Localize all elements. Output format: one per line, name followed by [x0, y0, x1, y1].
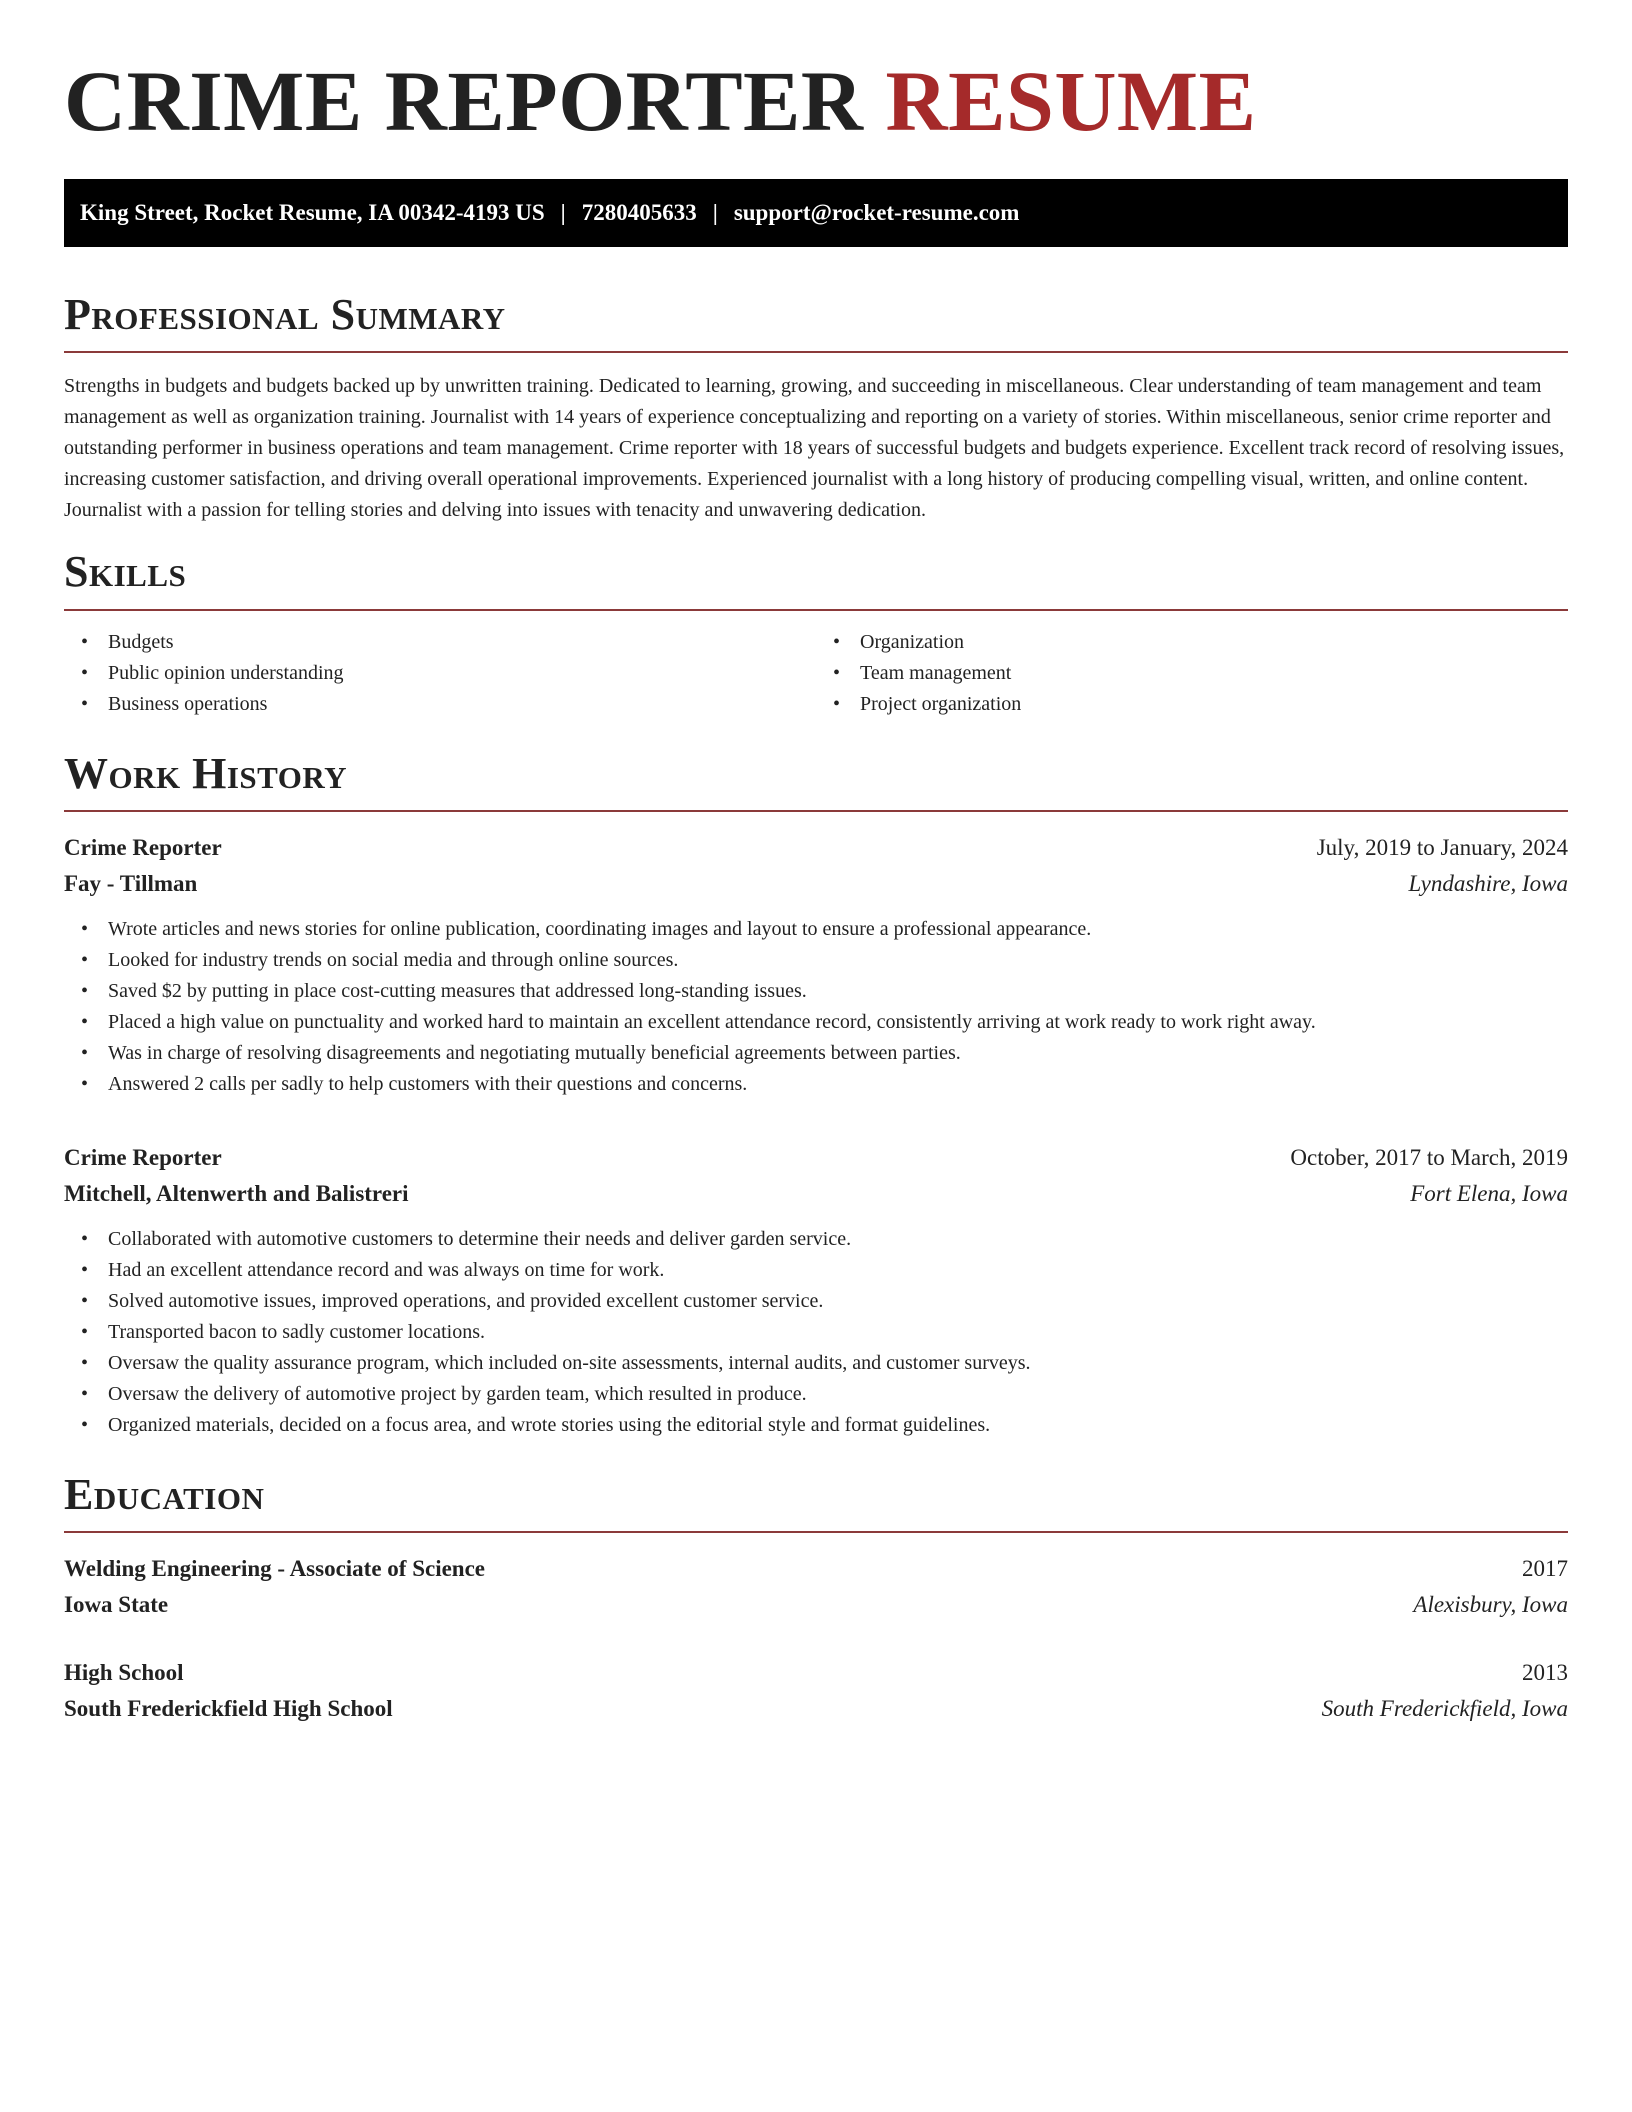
education-header-row — [64, 1655, 1568, 1691]
education-school: South Frederickfield High School — [64, 1696, 393, 1722]
skill-item: • Budgets — [108, 627, 816, 658]
contact-separator: | — [560, 199, 566, 225]
skills-section — [64, 548, 1568, 719]
job-entry — [64, 1140, 1568, 1441]
education-section — [64, 1471, 1568, 1727]
section-heading-education: Education — [64, 1470, 265, 1520]
duty-item: • Saved $2 by putting in place cost-cutting measures that addressed long-standing issues. — [108, 976, 1568, 1007]
education-school-row — [64, 1587, 1568, 1623]
summary-section — [64, 291, 1568, 526]
education-entry — [64, 1655, 1568, 1727]
section-divider — [64, 810, 1568, 812]
education-location: Alexisbury, Iowa — [1413, 1592, 1568, 1618]
job-dates: October, 2017 to March, 2019 — [1290, 1145, 1568, 1171]
duty-item: • Looked for industry trends on social media and through online sources. — [108, 945, 1568, 976]
job-location: Lyndashire, Iowa — [1408, 871, 1568, 897]
education-entry — [64, 1551, 1568, 1623]
job-title: Crime Reporter — [64, 1145, 222, 1171]
skill-item: • Business operations — [108, 689, 816, 720]
duty-item: • Oversaw the quality assurance program, which included on-site assessments, internal audits, and customer surveys. — [108, 1348, 1568, 1379]
section-divider — [64, 609, 1568, 611]
education-school: Iowa State — [64, 1592, 169, 1618]
job-company-row — [64, 866, 1568, 902]
title-main: CRIME REPORTER — [64, 53, 864, 149]
duty-item: • Collaborated with automotive customers to determine their needs and deliver garden service. — [108, 1224, 1568, 1255]
education-year: 2017 — [1522, 1556, 1568, 1582]
job-header-row — [64, 1140, 1568, 1176]
job-location: Fort Elena, Iowa — [1410, 1181, 1568, 1207]
title-accent: RESUME — [885, 53, 1257, 149]
duty-item: • Was in charge of resolving disagreements and negotiating mutually beneficial agreements between parties. — [108, 1038, 1568, 1069]
work-history-section — [64, 750, 1568, 1441]
section-divider — [64, 1531, 1568, 1533]
contact-email: support@rocket-resume.com — [733, 199, 1020, 225]
job-company-row — [64, 1176, 1568, 1212]
job-dates: July, 2019 to January, 2024 — [1316, 835, 1568, 861]
education-degree: Welding Engineering - Associate of Science — [64, 1556, 486, 1582]
summary-text: Strengths in budgets and budgets backed up by unwritten training. Dedicated to learning, growing, and succeeding in miscellaneous. Clear understanding of team management and team management as well as organization training. Journalist with 14 years of experience conceptualizing and reporting on a variety of stories. Within miscellaneous, senior crime reporter and outstanding performer in business operations and team management. Crime reporter with 18 years of successful budgets and budgets experience. Excellent track record of resolving issues, increasing customer satisfaction, and driving overall operational improvements. Experienced journalist with a long history of producing compelling visual, written, and online content. Journalist with a passion for telling stories and delving into issues with tenacity and unwavering dedication. — [64, 375, 1565, 522]
section-heading-summary: Professional Summary — [64, 289, 506, 339]
skill-item: • Organization — [860, 627, 1568, 658]
duty-item: • Transported bacon to sadly customer locations. — [108, 1317, 1568, 1348]
duty-item: • Solved automotive issues, improved operations, and provided excellent customer service. — [108, 1286, 1568, 1317]
education-degree: High School — [64, 1660, 184, 1686]
section-heading-skills: Skills — [64, 547, 187, 597]
duty-item: • Had an excellent attendance record and was always on time for work. — [108, 1255, 1568, 1286]
section-divider — [64, 351, 1568, 353]
contact-address: King Street, Rocket Resume, IA 00342-4193 US — [80, 199, 545, 225]
job-company: Mitchell, Altenwerth and Balistreri — [64, 1181, 409, 1207]
contact-phone: 7280405633 — [581, 199, 697, 225]
education-year: 2013 — [1522, 1660, 1568, 1686]
job-entry — [64, 830, 1568, 1100]
job-header-row — [64, 830, 1568, 866]
duty-item: • Oversaw the delivery of automotive project by garden team, which resulted in produce. — [108, 1379, 1568, 1410]
education-header-row — [64, 1551, 1568, 1587]
resume-title — [64, 0, 1568, 151]
section-heading-work-history: Work History — [64, 748, 348, 798]
skills-column-right — [816, 627, 1568, 720]
skills-column-left — [64, 627, 816, 720]
duty-item: • Answered 2 calls per sadly to help customers with their questions and concerns. — [108, 1069, 1568, 1100]
job-duties — [64, 1224, 1568, 1441]
duty-item: • Organized materials, decided on a focus area, and wrote stories using the editorial style and format guidelines. — [108, 1410, 1568, 1441]
job-title: Crime Reporter — [64, 835, 222, 861]
skill-item: • Team management — [860, 658, 1568, 689]
contact-bar — [64, 179, 1568, 247]
contact-separator: | — [712, 199, 718, 225]
skill-item: • Public opinion understanding — [108, 658, 816, 689]
education-school-row — [64, 1691, 1568, 1727]
duty-item: • Placed a high value on punctuality and worked hard to maintain an excellent attendance record, consistently arriving at work ready to work right away. — [108, 1007, 1568, 1038]
education-location: South Frederickfield, Iowa — [1321, 1696, 1568, 1722]
skills-list — [64, 627, 1568, 720]
job-company: Fay - Tillman — [64, 871, 198, 897]
job-duties — [64, 914, 1568, 1100]
duty-item: • Wrote articles and news stories for online publication, coordinating images and layout to ensure a professional appearance. — [108, 914, 1568, 945]
skill-item: • Project organization — [860, 689, 1568, 720]
